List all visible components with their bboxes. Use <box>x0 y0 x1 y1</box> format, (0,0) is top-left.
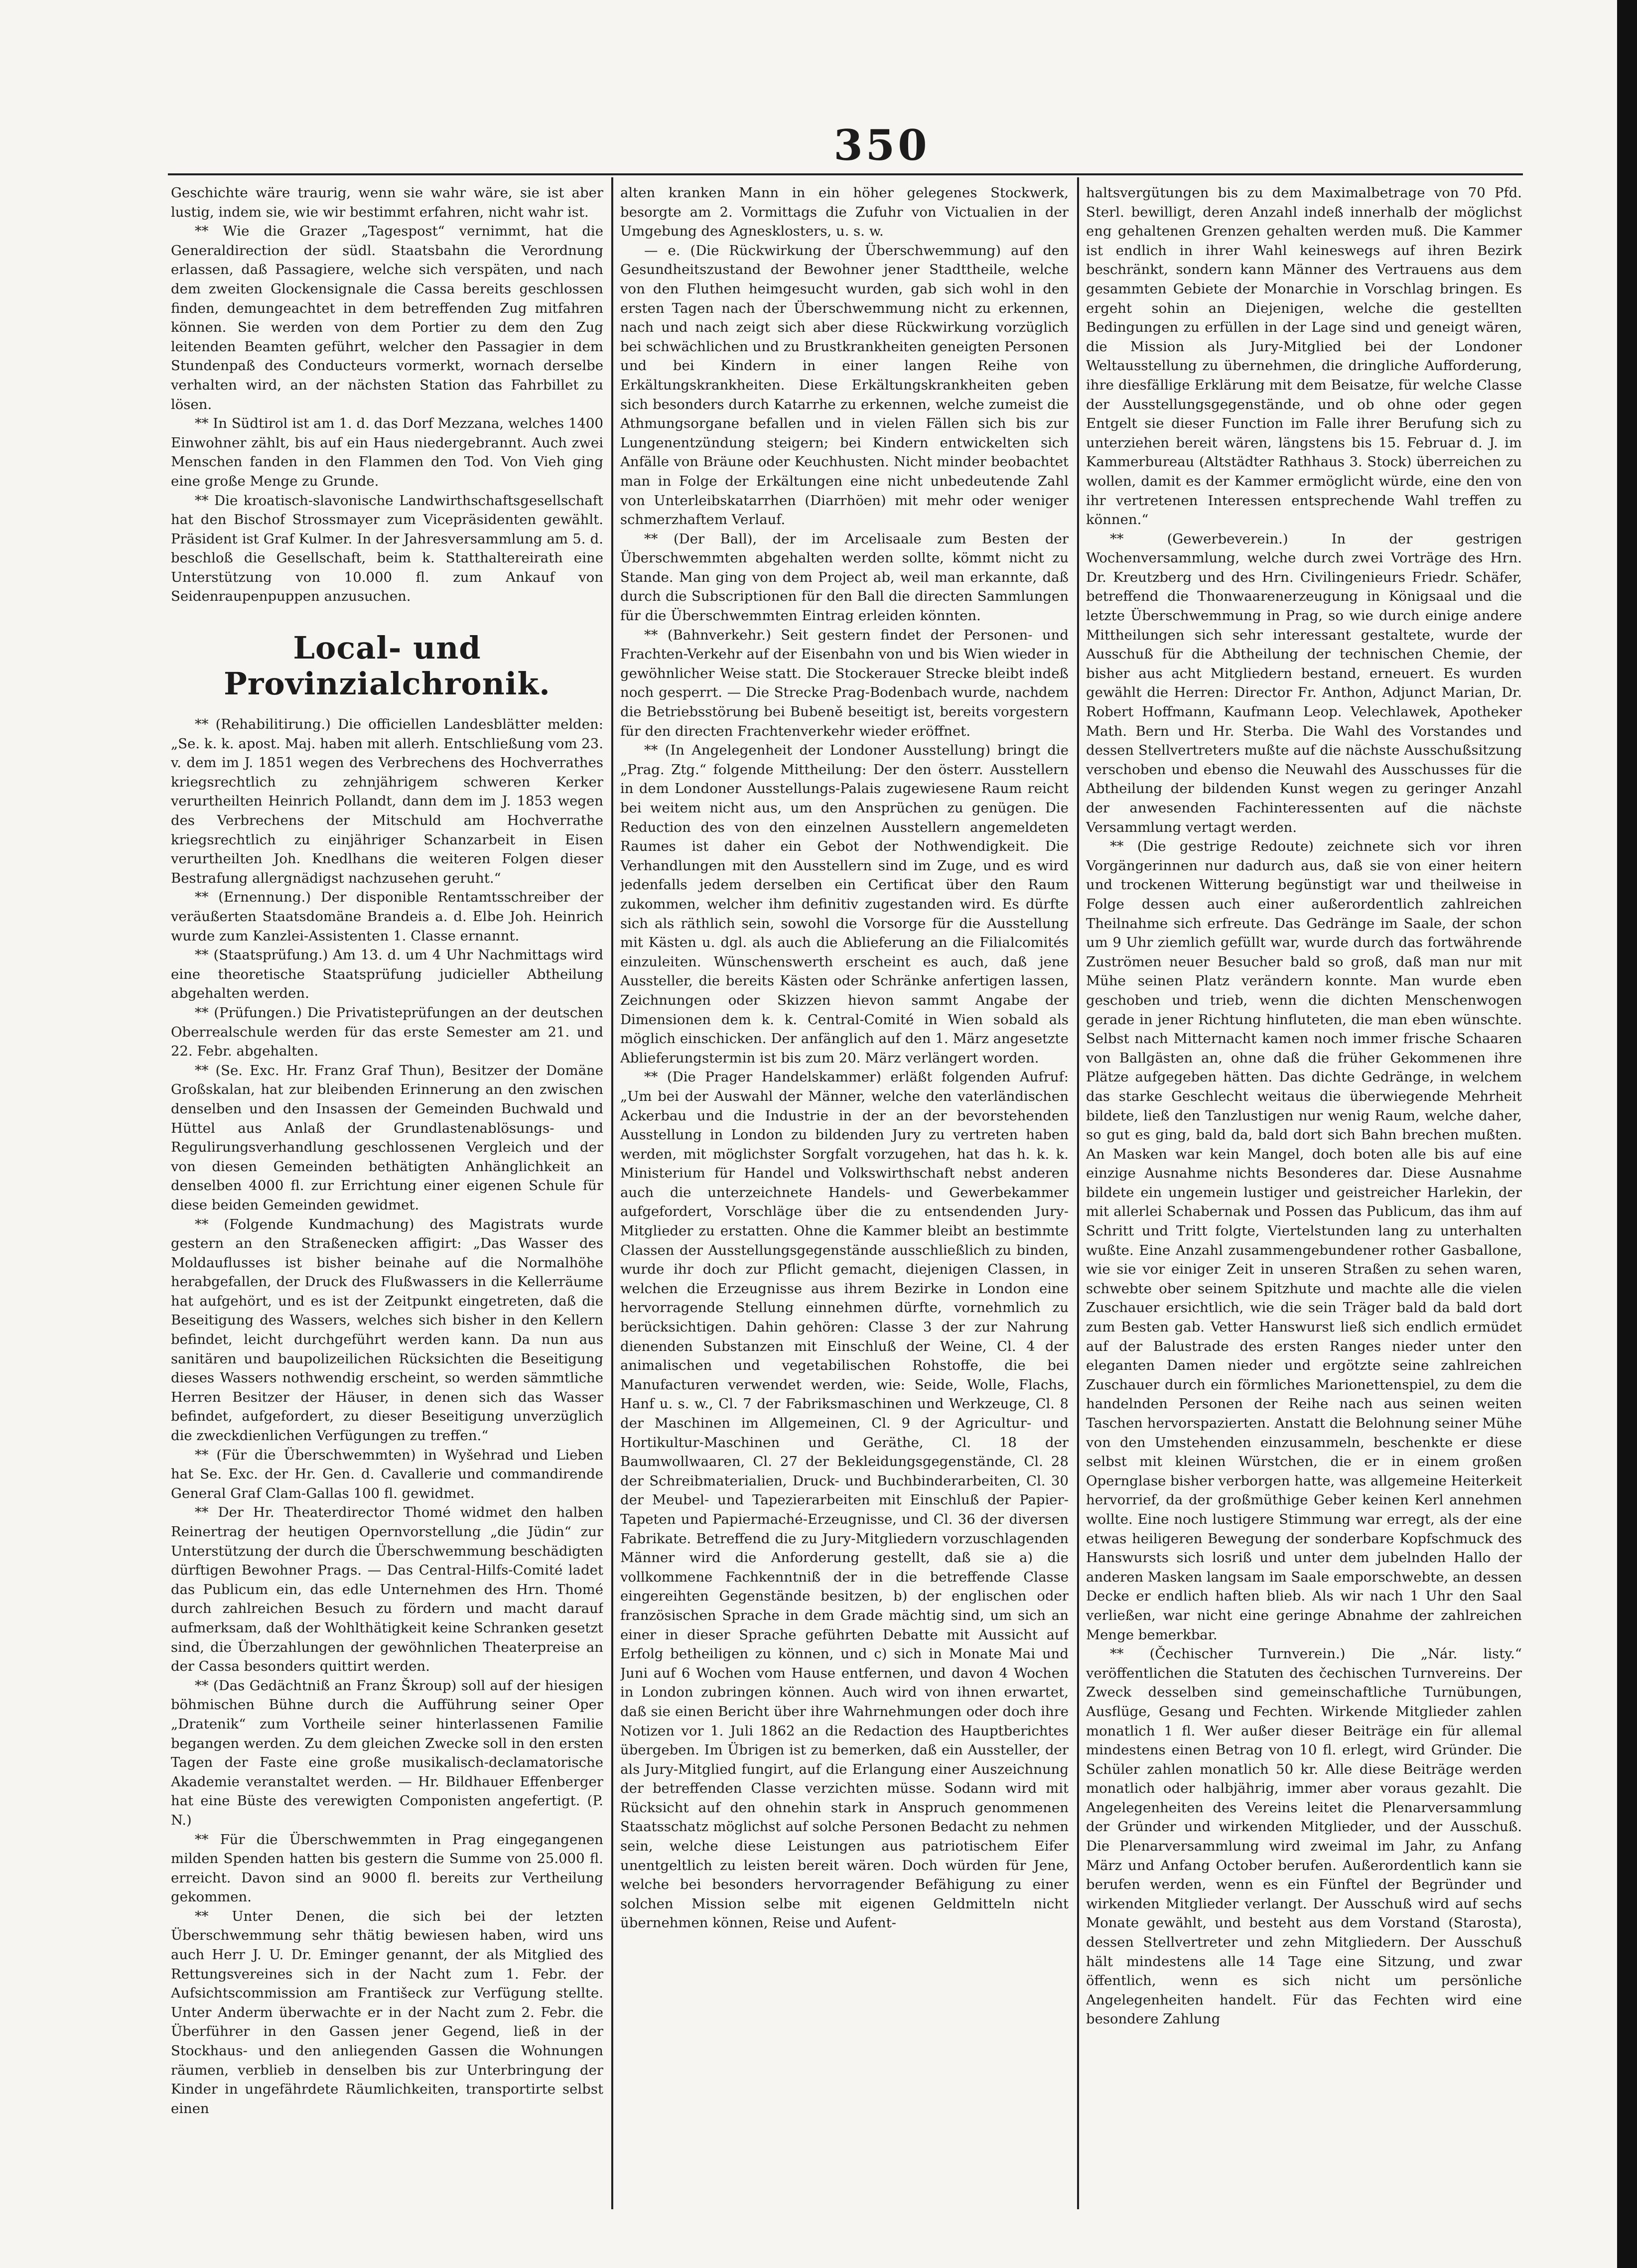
paragraph: ** (Gewerbeverein.) In der gestrigen Wochenversammlung, welche durch zwei Vorträge des Hrn. Dr. Kreutzberg und des Hrn. Civilingenieurs Friedr. Schäfer, betreffend die Thonwaarenerzeugung in Königsaal und die letzte Überschwemmung in Prag, so wie durch einige andere Mittheilungen sich sehr interessant gestaltete, wurde der Ausschuß für die Abtheilung der technischen Chemie, der bisher aus acht Mitgliedern bestand, erneuert. Es wurden gewählt die Herren: Director Fr. Anthon, Adjunct Marian, Dr. Robert Hoffmann, Kaufmann Leop. Velechlawek, Apotheker Math. Bern und Hr. Sterba. Die Wahl des Vorstandes und dessen Stellvertreters mußte auf die nächste Ausschußsitzung verschoben und ebenso die Neuwahl des Ausschusses für die Abtheilung der bildenden Kunst wegen zu geringer Anzahl der anwesenden Fachinteressenten auf die nächste Versammlung vertagt werden. <box>1086 531 1522 835</box>
paragraph: — e. (Die Rückwirkung der Überschwemmung) auf den Gesundheitszustand der Bewohner jener Stadttheile, welche von den Fluthen heimgesucht wurden, gab sich wohl in den ersten Tagen nach der Überschwemmung nicht zu erkennen, nach und nach zeigt sich aber diese Rückwirkung vorzüglich bei schwächlichen und zu Brustkrankheiten geneigten Personen und bei Kindern in einer langen Reihe von Erkältungskrankheiten. Diese Erkältungskrankheiten geben sich besonders durch Katarrhe zu erkennen, welche zumeist die Athmungsorgane befallen und in vielen Fällen sich bis zur Lungenentzündung steigern; bei Kindern entwickelten sich Anfälle von Bräune oder Keuchhusten. Nicht minder beobachtet man in Folge der Erkältungen eine nicht unbedeutende Zahl von Unterleibskatarrhen (Diarrhöen) mit mehr oder weniger schmerzhaftem Verlauf. <box>620 242 1069 528</box>
column-2 <box>620 183 1069 2211</box>
paragraph: ** (Staatsprüfung.) Am 13. d. um 4 Uhr Nachmittags wird eine theoretische Staatsprüfung judicieller Abtheilung abgehalten werden. <box>171 947 603 1002</box>
paragraph: ** (Se. Exc. Hr. Franz Graf Thun), Besitzer der Domäne Großskalan, hat zur bleibenden Erinnerung an den zwischen denselben und den Insassen der Gemeinden Buchwald und Hüttel aus Anlaß der Grundlastenablösungs- und Regulirungsverhandlung geschlossenen Vergleich und der von diesen Gemeinden bethätigten Anhänglichkeit an denselben 4000 fl. zur Errichtung einer eigenen Schule für diese beiden Gemeinden gewidmet. <box>171 1062 603 1213</box>
page-number: 350 <box>833 121 930 170</box>
paragraph: ** Für die Überschwemmten in Prag eingegangenen milden Spenden hatten bis gestern die Summe von 25.000 fl. erreicht. Davon sind an 9000 fl. bereits zur Vertheilung gekommen. <box>171 1831 603 1905</box>
header-rule <box>168 173 1523 175</box>
column-rule-2 <box>1077 177 1079 2209</box>
paragraph: ** Der Hr. Theaterdirector Thomé widmet den halben Reinertrag der heutigen Opernvorstellung „die Jüdin“ zur Unterstützung der durch die Überschwemmung beschädigten dürftigen Bewohner Prags. — Das Central-Hilfs-Comité ladet das Publicum ein, das edle Unternehmen des Hrn. Thomé durch zahlreichen Besuch zu fördern und macht darauf aufmerksam, daß der Wohlthätigkeit keine Schranken gesetzt sind, die Überzahlungen der gewöhnlichen Theaterpreise an der Cassa besonders quittirt werden. <box>171 1504 603 1675</box>
column-rule-1 <box>611 177 613 2209</box>
paragraph: ** (Čechischer Turnverein.) Die „Nár. listy.“ veröffentlichen die Statuten des čechischen Turnvereins. Der Zweck desselben sind gemeinschaftliche Turnübungen, Ausflüge, Gesang und Fechten. Wirkende Mitglieder zahlen monatlich 1 fl. Wer außer dieser Beiträge ein für allemal mindestens einen Betrag von 10 fl. erlegt, wird Gründer. Die Schüler zahlen monatlich 50 kr. Alle diese Beiträge werden monatlich oder halbjährig, immer aber voraus gezahlt. Die Angelegenheiten des Vereins leitet die Plenarversammlung der Gründer und wirkenden Mitglieder, und der Ausschuß. Die Plenarversammlung wird zweimal im Jahr, zu Anfang März und Anfang October berufen. Außerordentlich kann sie berufen werden, wenn es ein Fünftel der Begründer und wirkenden Mitglieder verlangt. Der Ausschuß wird auf sechs Monate gewählt, und besteht aus dem Vorstand (Starosta), dessen Stellvertreter und zehn Mitgliedern. Der Ausschuß hält mindestens alle 14 Tage eine Sitzung, und zwar öffentlich, wenn es sich nicht um persönliche Angelegenheiten handelt. Für das Fechten wird eine besondere Zahlung <box>1086 1646 1522 2027</box>
paragraph: alten kranken Mann in ein höher gelegenes Stockwerk, besorgte am 2. Vormittags die Zufuhr von Victualien in der Umgebung des Agnesklosters, u. s. w. <box>620 185 1069 240</box>
paragraph: ** (Folgende Kundmachung) des Magistrats wurde gestern an den Straßenecken affigirt: „Das Wasser des Moldauflusses ist bisher beinahe auf die Normalhöhe herabgefallen, der Druck des Flußwassers in die Kellerräume hat aufgehört, und es ist der Zeitpunkt eingetreten, daß die Beseitigung des Wassers, welches sich bisher in den Kellern befindet, leicht durchgeführt werden kann. Da nun aus sanitären und baupolizeilichen Rücksichten die Beseitigung dieses Wassers nothwendig erscheint, so werden sämmtliche Herren Besitzer der Häuser, in denen sich das Wasser befindet, aufgefordert, zu dieser Beseitigung unverzüglich die zweckdienlichen Verfügungen zu treffen.“ <box>171 1216 603 1444</box>
column-3 <box>1086 183 1522 2211</box>
binding-edge <box>1617 0 1637 2268</box>
paragraph: Geschichte wäre traurig, wenn sie wahr wäre, sie ist aber lustig, indem sie, wie wir bestimmt erfahren, nicht wahr ist. <box>171 185 603 220</box>
paragraph: ** (Die gestrige Redoute) zeichnete sich vor ihren Vorgängerinnen nur dadurch aus, daß sie von einer heitern und trockenen Witterung begünstigt war und theilweise in Folge dessen auch einer außerordentlich zahlreichen Theilnahme sich erfreute. Das Gedränge im Saale, der schon um 9 Uhr ziemlich gefüllt war, wurde durch das fortwährende Zuströmen neuer Besucher bald so groß, daß man nur mit Mühe seinen Platz verändern konnte. Man wurde eben geschoben und trieb, wenn die dichten Menschenwogen gerade in jener Richtung hinfluteten, die man eben wünschte. Selbst nach Mitternacht kamen noch immer frische Schaaren von Ballgästen an, ohne daß die früher Gekommenen ihre Plätze aufgegeben hätten. Das dichte Gedränge, in welchem das starke Geschlecht weitaus die überwiegende Mehrheit bildete, ließ den Tanzlustigen nur wenig Raum, welche daher, so gut es ging, bald da, bald dort sich Bahn brechen mußten. An Masken war kein Mangel, doch boten alle bis auf eine einzige Ausnahme nichts Besonderes dar. Diese Ausnahme bildete ein ungemein lustiger und geistreicher Harlekin, der mit allerlei Schabernak und Possen das Publicum, das ihm auf Schritt und Tritt folgte, Viertelstunden lang zu unterhalten wußte. Eine Anzahl zusammengebundener rother Gasballone, wie sie vor einiger Zeit in unseren Straßen zu sehen waren, schwebte ober seinem Spitzhute und machte alle die vielen Zuschauer ersichtlich, wie die sein Träger bald da bald dort zum Besten gab. Vetter Hanswurst ließ sich endlich ermüdet auf der Balustrade des ersten Ranges nieder unter den eleganten Damen nieder und ergötzte seine zahlreichen Zuschauer durch ein förmliches Marionettenspiel, zu dem die handelnden Personen der Reihe nach aus seinen weiten Taschen hervorspazierten. Anstatt die Belohnung seiner Mühe von den Umstehenden einzusammeln, beschenkte er diese selbst mit kleinen Würstchen, die er in einem großen Opernglase bisher verborgen hatte, was allgemeine Heiterkeit hervorrief, da der großmüthige Geber keinen Kerl annehmen wollte. Eine noch lustigere Stimmung war erregt, als der eine etwas heiligeren Bewegung der sonderbare Kopfschmuck des Hanswursts sich losriß und unter dem jubelnden Hallo der anderen Masken langsam im Saale emporschwebte, an dessen Decke er endlich haften blieb. Als wir nach 1 Uhr den Saal verließen, war nicht eine geringe Abnahme der zahlreichen Menge bemerkbar. <box>1086 838 1522 1643</box>
paragraph: ** (In Angelegenheit der Londoner Ausstellung) bringt die „Prag. Ztg.“ folgende Mittheilung: Der den österr. Ausstellern in dem Londoner Ausstellungs-Palais zugewiesene Raum reicht bei weitem nicht aus, um den Ansprüchen zu genügen. Die Reduction des von den einzelnen Ausstellern angemeldeten Raumes ist daher ein Gebot der Nothwendigkeit. Die Verhandlungen mit den Ausstellern sind im Zuge, und es wird jedenfalls jedem derselben ein Certificat über den Raum zukommen, welcher ihm definitiv zugestanden wird. Es dürfte sich als räthlich sein, sowohl die Vorsorge für die Ausstellung mit Kästen u. dgl. als auch die Ablieferung an die Filialcomités einzuleiten. Wünschenswerth erscheint es auch, daß jene Aussteller, die bereits Kästen oder Schränke anfertigen lassen, Zeichnungen oder Skizzen hievon sammt Angabe der Dimensionen dem k. k. Central-Comité in Wien sobald als möglich einschicken. Der anfänglich auf den 1. März angesetzte Ablieferungstermin ist bis zum 20. März verlängert worden. <box>620 742 1069 1066</box>
paragraph: ** (Rehabilitirung.) Die officiellen Landesblätter melden: „Se. k. k. apost. Maj. haben mit allerh. Entschließung vom 23. v. dem im J. 1851 wegen des Verbrechens des Hochverrathes kriegsrechtlich zu zehnjährigem schweren Kerker verurtheilten Heinrich Pollandt, dann dem im J. 1853 wegen des Verbrechens der Mitschuld am Hochverrathe kriegsrechtlich zu einjähriger Schanzarbeit in Eisen verurtheilten Joh. Knedlhans die weiteren Folgen dieser Bestrafung allergnädigst nachzusehen geruht.“ <box>171 716 603 886</box>
paragraph: haltsvergütungen bis zu dem Maximalbetrage von 70 Pfd. Sterl. bewilligt, deren Anzahl indeß innerhalb der möglichst eng gehaltenen Grenzen gehalten werden muß. Die Kammer ist endlich in ihrer Wahl keineswegs auf ihren Bezirk beschränkt, sondern kann Männer des Vertrauens aus dem gesammten Gebiete der Monarchie in Vorschlag bringen. Es ergeht sohin an Diejenigen, welche die gestellten Bedingungen zu erfüllen in der Lage sind und geneigt wären, die Mission als Jury-Mitglied bei der Londoner Weltausstellung zu übernehmen, die dringliche Aufforderung, ihre diesfällige Erklärung mit dem Beisatze, für welche Classe der Ausstellungsgegenstände, und ob ohne oder gegen Entgelt sie dieser Function im Falle ihrer Berufung sich zu unterziehen bereit wären, längstens bis 15. Februar d. J. im Kammerbureau (Altstädter Rathhaus 3. Stock) überreichen zu wollen, damit es der Kammer ermöglicht würde, eine den von ihr vertretenen Interessen entsprechende Wahl treffen zu können.“ <box>1086 185 1522 528</box>
paragraph: ** Die kroatisch-slavonische Landwirthschaftsgesellschaft hat den Bischof Strossmayer zum Vicepräsidenten gewählt. Präsident ist Graf Kulmer. In der Jahresversammlung am 5. d. beschloß die Gesellschaft, beim k. Statthaltereirath eine Unterstützung von 10.000 fl. zum Ankauf von Seidenraupenpuppen anzusuchen. <box>171 492 603 605</box>
column-1 <box>171 183 603 2211</box>
paragraph: ** (Der Ball), der im Arcelisaale zum Besten der Überschwemmten abgehalten werden sollte, kömmt nicht zu Stande. Man ging von dem Project ab, weil man erkannte, daß durch die Subscriptionen für den Ball die directen Sammlungen für die Überschwemmten Eintrag erleiden könnten. <box>620 531 1069 624</box>
paragraph: ** (Ernennung.) Der disponible Rentamtsschreiber der veräußerten Staatsdomäne Brandeis a. d. Elbe Joh. Heinrich wurde zum Kanzlei-Assistenten 1. Classe ernannt. <box>171 889 603 944</box>
paragraph: ** In Südtirol ist am 1. d. das Dorf Mezzana, welches 1400 Einwohner zählt, bis auf ein Haus niedergebrannt. Auch zwei Menschen fanden in den Flammen den Tod. Von Vieh ging eine große Menge zu Grunde. <box>171 415 603 489</box>
paragraph: ** Wie die Grazer „Tagespost“ vernimmt, hat die Generaldirection der südl. Staatsbahn die Verordnung erlassen, daß Passagiere, welche sich verspäten, und nach dem zweiten Glockensignale die Cassa bereits geschlossen finden, demungeachtet in dem betreffenden Zug mitfahren können. Sie werden von dem Portier zu dem den Zug leitenden Beamten geführt, welcher den Passagier in dem Stundenpaß des Conducteurs vormerkt, wornach derselbe verhalten wird, an der nächsten Station das Fahrbillet zu lösen. <box>171 223 603 412</box>
paragraph: ** (Das Gedächtniß an Franz Škroup) soll auf der hiesigen böhmischen Bühne durch die Aufführung seiner Oper „Dratenik“ zum Vortheile seiner hinterlassenen Familie begangen werden. Zu dem gleichen Zwecke soll in den ersten Tagen der Faste eine große musikalisch-declamatorische Akademie veranstaltet werden. — Hr. Bildhauer Effenberger hat eine Büste des verewigten Componisten angefertigt. (P. N.) <box>171 1677 603 1828</box>
paragraph: ** (Die Prager Handelskammer) erläßt folgenden Aufruf: „Um bei der Auswahl der Männer, welche den vaterländischen Ackerbau und die Industrie in der an der bevorstehenden Ausstellung in London zu bildenden Jury zu vertreten haben werden, mit möglichster Sorgfalt vorzugehen, hat das h. k. k. Ministerium für Handel und Volkswirthschaft nebst anderen auch die unterzeichnete Handels- und Gewerbekammer aufgefordert, Vorschläge über die zu entsendenden Jury-Mitglieder zu erstatten. Ohne die Kammer bleibt an bestimmte Classen der Ausstellungsgegenstände ausschließlich zu binden, wurde ihr doch zur Pflicht gemacht, diejenigen Classen, in welchen die Erzeugnisse aus ihrem Bezirke in London eine hervorragende Stellung einnehmen dürfte, vornehmlich zu berücksichtigen. Dahin gehören: Classe 3 der zur Nahrung dienenden Substanzen mit Einschluß der Weine, Cl. 4 der animalischen und vegetabilischen Rohstoffe, die bei Manufacturen verwendet werden, wie: Seide, Wolle, Flachs, Hanf u. s. w., Cl. 7 der Fabriksmaschinen und Werkzeuge, Cl. 8 der Maschinen im Allgemeinen, Cl. 9 der Agricultur- und Hortikultur-Maschinen und Geräthe, Cl. 18 der Baumwollwaaren, Cl. 27 der Bekleidungsgegenstände, Cl. 28 der Schreibmaterialien, Druck- und Buchbinderarbeiten, Cl. 30 der Meubel- und Tapezierarbeiten mit Einschluß der Papier-Tapeten und Papiermaché-Erzeugnisse, und Cl. 36 der diversen Fabrikate. Betreffend die zu Jury-Mitgliedern vorzuschlagenden Männer wird die Anforderung gestellt, daß sie a) die vollkommene Fachkenntniß der in die betreffende Classe eingereihten Gegenstände besitzen, b) der englischen oder französischen Sprache in dem Grade mächtig sind, um sich an einer in dieser Sprache geführten Debatte mit Aussicht auf Erfolg betheiligen zu können, und c) sich in Monate Mai und Juni auf 6 Wochen vom Hause entfernen, und davon 4 Wochen in London zubringen können. Auch wird von ihnen erwartet, daß sie einen Bericht über ihre Wahrnehmungen oder doch ihre Notizen vor 1. Juli 1862 an die Redaction des Hauptberichtes übergeben. Im Übrigen ist zu bemerken, daß ein Aussteller, der als Jury-Mitglied fungirt, auf die Erlangung einer Auszeichnung der betreffenden Classe verzichten müsse. Sodann wird mit Rücksicht auf den ohnehin stark in Anspruch genommenen Staatsschatz möglichst auf solche Personen Bedacht zu nehmen sein, welche diese Leistungen aus patriotischem Eifer unentgeltlich zu leisten bereit wären. Doch würden für Jene, welche bei besonders hervorragender Befähigung zu einer solchen Mission selbe mit eigenen Geldmitteln nicht übernehmen können, Reise und Aufent- <box>620 1069 1069 1931</box>
section-heading: Local- und Provinzialchronik. <box>224 630 550 702</box>
paragraph: ** Unter Denen, die sich bei der letzten Überschwemmung sehr thätig bewiesen haben, wird uns auch Herr J. U. Dr. Eminger genannt, der als Mitglied des Rettungsvereines sich in der Nacht zum 1. Febr. der Aufsichtscommission am Františeck zur Verfügung stellte. Unter Anderm überwachte er in der Nacht zum 2. Febr. die Überführer in den Gassen jener Gegend, ließ in der Stockhaus- und den anliegenden Gassen die Wohnungen räumen, verblieb in denselben bis zur Unterbringung der Kinder in ungefährdete Räumlichkeiten, transportirte selbst einen <box>171 1908 603 2117</box>
paragraph: ** (Prüfungen.) Die Privatisteprüfungen an der deutschen Oberrealschule werden für das erste Semester am 21. und 22. Febr. abgehalten. <box>171 1004 603 1060</box>
paragraph: ** (Bahnverkehr.) Seit gestern findet der Personen- und Frachten-Verkehr auf der Eisenbahn von und bis Wien wieder in gewöhnlicher Weise statt. Die Stockerauer Strecke bleibt indeß noch gesperrt. — Die Strecke Prag-Bodenbach wurde, nachdem die Betriebsstörung bei Bubeně beseitigt ist, bereits vorgestern für den directen Frachtenverkehr wieder eröffnet. <box>620 627 1069 739</box>
paragraph: ** (Für die Überschwemmten) in Wyšehrad und Lieben hat Se. Exc. der Hr. Gen. d. Cavallerie und commandirende General Graf Clam-Gallas 100 fl. gewidmet. <box>171 1447 603 1501</box>
